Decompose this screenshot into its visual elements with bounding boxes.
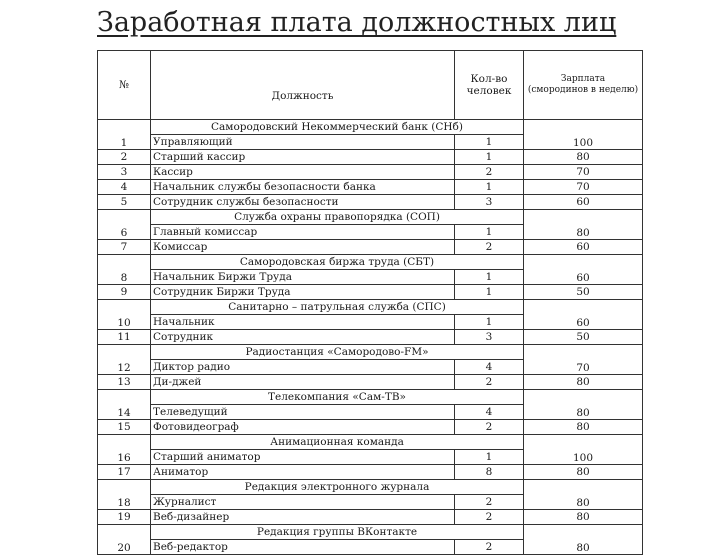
row-salary: 60 xyxy=(524,300,643,330)
section-row xyxy=(98,525,643,540)
row-number: 7 xyxy=(98,240,151,255)
table-header-row xyxy=(98,51,643,120)
table-row xyxy=(98,180,643,195)
section-row xyxy=(98,210,643,225)
row-count: 2 xyxy=(455,495,524,510)
row-count: 1 xyxy=(455,270,524,285)
row-salary: 50 xyxy=(524,285,643,300)
row-salary: 70 xyxy=(524,345,643,375)
row-salary: 60 xyxy=(524,240,643,255)
row-count: 1 xyxy=(455,315,524,330)
section-title: Анимационная команда xyxy=(151,435,524,450)
section-title: Редакция группы ВКонтакте xyxy=(151,525,524,540)
row-salary: 80 xyxy=(524,510,643,525)
table-row xyxy=(98,240,643,255)
row-count: 4 xyxy=(455,405,524,420)
row-position: Сотрудник xyxy=(151,330,455,345)
table-row xyxy=(98,420,643,435)
row-salary: 80 xyxy=(524,150,643,165)
row-count: 1 xyxy=(455,180,524,195)
row-count: 1 xyxy=(455,135,524,150)
row-number: 10 xyxy=(98,300,151,330)
row-number: 14 xyxy=(98,390,151,420)
section-row xyxy=(98,120,643,135)
row-salary: 60 xyxy=(524,255,643,285)
section-title: Самородовская биржа труда (СБТ) xyxy=(151,255,524,270)
row-position: Старший кассир xyxy=(151,150,455,165)
section-title: Радиостанция «Самородово-FM» xyxy=(151,345,524,360)
row-number: 15 xyxy=(98,420,151,435)
row-position: Фотовидеограф xyxy=(151,420,455,435)
section-title: Служба охраны правопорядка (СОП) xyxy=(151,210,524,225)
row-number: 11 xyxy=(98,330,151,345)
row-count: 2 xyxy=(455,510,524,525)
row-position: Начальник Биржи Труда xyxy=(151,270,455,285)
row-position: Сотрудник службы безопасности xyxy=(151,195,455,210)
row-position: Управляющий xyxy=(151,135,455,150)
row-position: Кассир xyxy=(151,165,455,180)
row-position: Сотрудник Биржи Труда xyxy=(151,285,455,300)
row-count: 8 xyxy=(455,465,524,480)
section-title: Санитарно – патрульная служба (СПС) xyxy=(151,300,524,315)
row-salary: 70 xyxy=(524,180,643,195)
row-number: 20 xyxy=(98,525,151,555)
header-salary-note: (смородинов в неделю) xyxy=(527,85,639,95)
row-number: 8 xyxy=(98,255,151,285)
row-position: Начальник службы безопасности банка xyxy=(151,180,455,195)
section-row xyxy=(98,300,643,315)
row-count: 2 xyxy=(455,420,524,435)
row-count: 2 xyxy=(455,375,524,390)
row-position: Веб-дизайнер xyxy=(151,510,455,525)
row-count: 4 xyxy=(455,360,524,375)
section-row xyxy=(98,435,643,450)
row-salary: 80 xyxy=(524,375,643,390)
row-salary: 80 xyxy=(524,420,643,435)
row-number: 4 xyxy=(98,180,151,195)
row-position: Начальник xyxy=(151,315,455,330)
table-row xyxy=(98,195,643,210)
row-salary: 80 xyxy=(524,465,643,480)
header-salary xyxy=(524,51,643,120)
row-number: 17 xyxy=(98,465,151,480)
row-salary: 80 xyxy=(524,480,643,510)
table-row xyxy=(98,375,643,390)
row-salary: 80 xyxy=(524,525,643,555)
table-row xyxy=(98,150,643,165)
header-salary-label: Зарплата xyxy=(560,74,606,84)
section-row xyxy=(98,480,643,495)
salary-table xyxy=(97,50,643,555)
row-position: Аниматор xyxy=(151,465,455,480)
row-count: 2 xyxy=(455,165,524,180)
table-row xyxy=(98,285,643,300)
table-body xyxy=(98,120,643,555)
row-count: 3 xyxy=(455,195,524,210)
row-number: 6 xyxy=(98,210,151,240)
row-number: 18 xyxy=(98,480,151,510)
table-row xyxy=(98,330,643,345)
table-row xyxy=(98,165,643,180)
row-number: 12 xyxy=(98,345,151,375)
row-count: 3 xyxy=(455,330,524,345)
row-position: Ди-джей xyxy=(151,375,455,390)
row-salary: 80 xyxy=(524,210,643,240)
row-salary: 60 xyxy=(524,195,643,210)
row-position: Журналист xyxy=(151,495,455,510)
row-count: 1 xyxy=(455,150,524,165)
row-salary: 80 xyxy=(524,390,643,420)
row-number: 9 xyxy=(98,285,151,300)
row-count: 2 xyxy=(455,540,524,555)
row-count: 1 xyxy=(455,285,524,300)
row-count: 2 xyxy=(455,240,524,255)
row-number: 5 xyxy=(98,195,151,210)
row-salary: 100 xyxy=(524,435,643,465)
row-number: 3 xyxy=(98,165,151,180)
header-count: Кол-во человек xyxy=(455,51,524,120)
header-num: № xyxy=(98,51,151,120)
row-salary: 50 xyxy=(524,330,643,345)
section-row xyxy=(98,390,643,405)
row-position: Телеведущий xyxy=(151,405,455,420)
row-count: 1 xyxy=(455,450,524,465)
section-row xyxy=(98,345,643,360)
row-salary: 70 xyxy=(524,165,643,180)
row-number: 2 xyxy=(98,150,151,165)
table-row xyxy=(98,465,643,480)
row-position: Веб-редактор xyxy=(151,540,455,555)
header-position: Должность xyxy=(151,51,455,120)
row-number: 1 xyxy=(98,120,151,150)
row-salary: 100 xyxy=(524,120,643,150)
table-row xyxy=(98,510,643,525)
section-title: Самородовский Некоммерческий банк (СНб) xyxy=(151,120,524,135)
row-position: Старший аниматор xyxy=(151,450,455,465)
section-title: Редакция электронного журнала xyxy=(151,480,524,495)
row-number: 19 xyxy=(98,510,151,525)
section-title: Телекомпания «Сам-ТВ» xyxy=(151,390,524,405)
row-position: Диктор радио xyxy=(151,360,455,375)
section-row xyxy=(98,255,643,270)
row-count: 1 xyxy=(455,225,524,240)
page-title: Заработная плата должностных лиц xyxy=(97,7,617,38)
row-number: 16 xyxy=(98,435,151,465)
row-position: Комиссар xyxy=(151,240,455,255)
row-number: 13 xyxy=(98,375,151,390)
row-position: Главный комиссар xyxy=(151,225,455,240)
